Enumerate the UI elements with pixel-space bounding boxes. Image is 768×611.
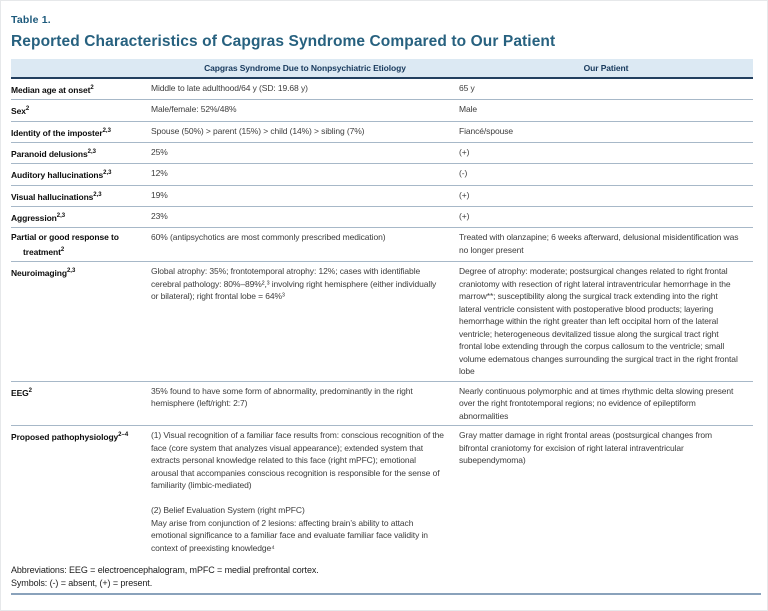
bottom-rule	[11, 593, 761, 595]
patient-cell	[459, 262, 753, 382]
patient-cell	[459, 100, 753, 121]
table-header-row	[11, 59, 753, 78]
row-label-superscript: 2,3	[87, 148, 96, 155]
column-header-capgras: Capgras Syndrome Due to Nonpsychiatric Etiology	[151, 59, 459, 78]
table-row	[11, 426, 753, 558]
cell-paragraph: May arise from conjunction of 2 lesions: affecting brain’s ability to attach emotional significance to a familiar face and evaluate familiar face validity in context of preexisting knowledge⁴	[151, 517, 428, 553]
table-body	[11, 78, 753, 557]
row-label-superscript: 2,3	[56, 212, 66, 219]
capgras-cell	[151, 206, 459, 227]
row-label: Partial or good response to treatment$^2$	[11, 232, 119, 257]
cell-paragraph: (+)	[459, 146, 470, 157]
row-label-superscript: 2	[28, 387, 32, 394]
cell-paragraph	[151, 492, 445, 505]
cell-paragraph: (-)	[459, 168, 468, 179]
cell-paragraph: 19%	[151, 189, 168, 200]
row-label-superscript: 2,3	[93, 191, 102, 198]
cell-paragraph: (+)	[459, 189, 470, 200]
row-label: Auditory hallucinations$^{2,3}$	[11, 170, 112, 181]
cell-paragraph: Male	[459, 104, 478, 115]
row-label-superscript: 2,3	[103, 170, 112, 177]
cell-paragraph: Treated with olanzapine; 6 weeks afterward, delusional misidentification was no longer present	[459, 232, 739, 255]
footnote-symbols: Symbols: (-) = absent, (+) = present.	[11, 578, 153, 589]
table-row	[11, 206, 753, 227]
column-header-attribute	[11, 59, 151, 78]
table-number-label: Table 1.	[11, 14, 51, 26]
cell-paragraph: (1) Visual recognition of a familiar face results from: conscious recognition of the face (core system that analyzes visual appearance); extended system that extracts personal knowledge related to this face (right mPFC); emotional arousal that accompanies conscious recognition is responsible for the sense of familiarity (limbic-mediated)	[151, 430, 444, 491]
footnotes	[11, 564, 751, 590]
footnote-abbreviations: Abbreviations: EEG = electroencephalogram, mPFC = medial prefrontal cortex.	[11, 565, 319, 576]
row-label: Sex$^2$	[11, 106, 30, 117]
table-row	[11, 185, 753, 206]
cell-paragraph: Global atrophy: 35%; frontotemporal atrophy: 12%; cases with identifiable cerebral pathology: 80%–89%²,³ involving right hemisphere (either individually or bilateral); right frontal lobe = 64%³	[151, 266, 437, 302]
row-label-superscript: 2	[90, 85, 94, 91]
capgras-cell	[151, 78, 459, 100]
capgras-cell	[151, 426, 459, 558]
cell-paragraph: 60% (antipsychotics are most commonly prescribed medication)	[151, 232, 386, 243]
cell-paragraph: Spouse (50%) > parent (15%) > child (14%) > sibling (7%)	[151, 125, 365, 136]
cell-paragraph: 65 y	[459, 83, 475, 93]
cell-paragraph: Male/female: 52%/48%	[151, 104, 237, 115]
capgras-cell	[151, 262, 459, 382]
table-row	[11, 262, 753, 382]
cell-paragraph: 23%	[151, 210, 168, 221]
patient-cell	[459, 142, 753, 163]
capgras-cell	[151, 228, 459, 262]
table-row	[11, 142, 753, 163]
page-title: Reported Characteristics of Capgras Syndrome Compared to Our Patient	[11, 33, 556, 50]
patient-cell	[459, 185, 753, 206]
row-label: Neuroimaging$^{2,3}$	[11, 267, 76, 278]
patient-cell	[459, 164, 753, 185]
table-row	[11, 78, 753, 100]
cell-paragraph: (+)	[459, 210, 470, 221]
patient-cell	[459, 78, 753, 100]
cell-paragraph: (2) Belief Evaluation System (right mPFC)	[151, 505, 305, 516]
row-label: Median age at onset$^2$	[11, 84, 94, 95]
row-label: Aggression$^{2,3}$	[11, 212, 66, 223]
patient-cell	[459, 121, 753, 142]
cell-paragraph: Fiancé/spouse	[459, 125, 513, 136]
cell-paragraph: Gray matter damage in right frontal areas (postsurgical changes from bifrontal craniotomy for excision of right lateral intraventricular subependymoma)	[459, 430, 713, 466]
row-label-superscript: 2–4	[118, 432, 129, 439]
row-label-superscript: 2,3	[66, 268, 76, 275]
cell-paragraph: 25%	[151, 146, 168, 157]
capgras-cell	[151, 164, 459, 185]
capgras-cell	[151, 381, 459, 426]
capgras-cell	[151, 100, 459, 121]
table-row	[11, 121, 753, 142]
patient-cell	[459, 206, 753, 227]
cell-paragraph: 35% found to have some form of abnormality, predominantly in the right hemisphere (left/right: 2:7)	[151, 385, 413, 409]
row-label: Paranoid delusions$^{2,3}$	[11, 148, 96, 159]
characteristics-table	[11, 59, 753, 557]
table-row	[11, 228, 753, 262]
cell-paragraph: Degree of atrophy: moderate; postsurgical changes related to right frontal craniotomy with resection of right lateral intraventricular hemorrhage in the marrow**; susceptibility along the surgical track extending into the right lateral ventricle consistent with postoperative blood products; layering hemorrhage within the right greater than left occipital horn of the lateral ventricle; heterogeneous devitalized tissue along the surgical tract right frontal lobe extending through the corpus callosum to the ventricle; small volume edematous changes surrounding the surgical tract in the right frontal lobe	[459, 266, 738, 377]
row-label-superscript: 2	[60, 246, 65, 253]
row-label-superscript: 2	[25, 106, 30, 113]
row-label: Proposed pathophysiology$^{2-4}$	[11, 431, 129, 442]
row-label: EEG$^2$	[11, 387, 32, 398]
capgras-cell	[151, 185, 459, 206]
patient-cell	[459, 426, 753, 558]
row-label: Identity of the imposter$^{2,3}$	[11, 127, 111, 138]
table-row	[11, 381, 753, 426]
capgras-cell	[151, 121, 459, 142]
table-row	[11, 164, 753, 185]
cell-paragraph: Nearly continuous polymorphic and at times rhythmic delta slowing present over the right frontotemporal regions; no evidence of epileptiform abnormalities	[459, 385, 734, 421]
table-row	[11, 100, 753, 121]
column-header-patient: Our Patient	[459, 59, 753, 78]
cell-paragraph: Middle to late adulthood/64 y (SD: 19.68 y)	[151, 83, 308, 93]
row-label-superscript: 2,3	[102, 127, 111, 134]
capgras-cell	[151, 142, 459, 163]
cell-paragraph: 12%	[151, 168, 168, 179]
patient-cell	[459, 381, 753, 426]
patient-cell	[459, 228, 753, 262]
row-label: Visual hallucinations$^{2,3}$	[11, 191, 102, 202]
